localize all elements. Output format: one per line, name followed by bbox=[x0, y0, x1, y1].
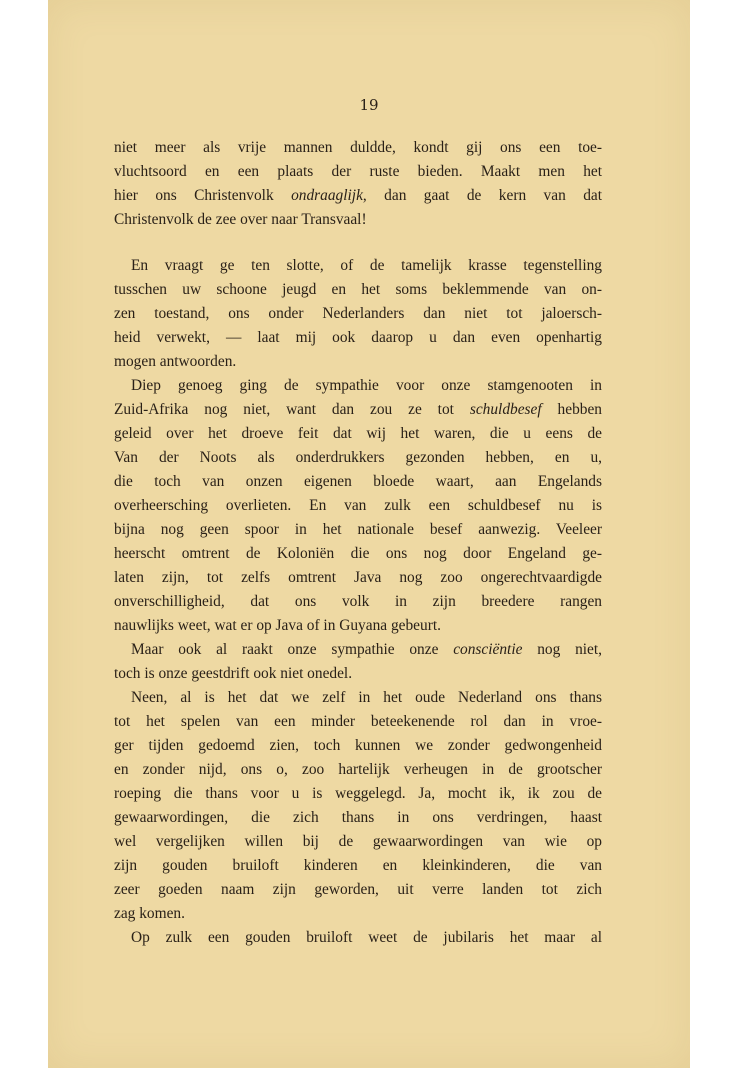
text-line: Christenvolk de zee over naar Transvaal! bbox=[114, 211, 367, 228]
paragraph bbox=[114, 638, 602, 686]
text-line: zen toestand, ons onder Nederlanders dan niet tot jaloersch- bbox=[114, 305, 602, 322]
text-line: en zonder nijd, ons o, zoo hartelijk verheugen in de grootscher bbox=[114, 761, 602, 778]
text-segment: nog niet, bbox=[522, 641, 602, 658]
text-line: Op zulk een gouden bruiloft weet de jubilaris het maar al bbox=[131, 929, 602, 946]
paragraph bbox=[114, 686, 602, 926]
paragraph bbox=[114, 374, 602, 638]
text-line: zeer goeden naam zijn geworden, uit verre landen tot zich bbox=[114, 881, 602, 898]
text-line: gewaarwordingen, die zich thans in ons verdringen, haast bbox=[114, 809, 602, 826]
text-line: bijna nog geen spoor in het nationale besef aanwezig. Veeleer bbox=[114, 521, 602, 538]
text-line: onverschilligheid, dat ons volk in zijn breedere rangen bbox=[114, 593, 602, 610]
text-line: vluchtsoord en een plaats der ruste bieden. Maakt men het bbox=[114, 163, 602, 180]
text-line: die toch van onzen eigenen bloede waart, aan Engelands bbox=[114, 473, 602, 490]
italic-emphasis: consciëntie bbox=[453, 641, 523, 658]
paragraph bbox=[114, 926, 602, 950]
text-line: Van der Noots als onderdrukkers gezonden hebben, en u, bbox=[114, 449, 602, 466]
paragraph bbox=[114, 254, 602, 374]
book-page bbox=[48, 0, 690, 1068]
text-line: wel vergelijken willen bij de gewaarwordingen van wie op bbox=[114, 833, 602, 850]
italic-emphasis: schuldbesef bbox=[469, 401, 542, 418]
text-line: En vraagt ge ten slotte, of de tamelijk krasse tegenstelling bbox=[131, 257, 602, 274]
text-line: zag komen. bbox=[114, 905, 185, 922]
text-line: heerscht omtrent de Koloniën die ons nog door Engeland ge- bbox=[114, 545, 602, 562]
text-segment: hebben bbox=[541, 401, 602, 418]
text-line: toch is onze geestdrift ook niet onedel. bbox=[114, 665, 353, 682]
text-line bbox=[114, 184, 602, 208]
text-segment: Zuid-Afrika nog niet, want dan zou ze tot bbox=[114, 401, 470, 418]
text-line: tot het spelen van een minder beteekenende rol dan in vroe- bbox=[114, 713, 602, 730]
text-line: tusschen uw schoone jeugd en het soms beklemmende van on- bbox=[114, 281, 602, 298]
text-line: zijn gouden bruiloft kinderen en kleinkinderen, die van bbox=[114, 857, 602, 874]
text-line: nauwlijks weet, wat er op Java of in Guyana gebeurt. bbox=[114, 617, 441, 634]
text-line: roeping die thans voor u is weggelegd. Ja, mocht ik, ik zou de bbox=[114, 785, 602, 802]
text-line bbox=[114, 398, 602, 422]
text-line bbox=[114, 638, 602, 662]
body-text bbox=[114, 136, 602, 950]
italic-emphasis: ondraaglijk bbox=[291, 187, 363, 204]
paragraph bbox=[114, 136, 602, 232]
text-segment: , dan gaat de kern van dat bbox=[362, 187, 602, 204]
text-line: mogen antwoorden. bbox=[114, 353, 237, 370]
text-segment: Maar ook al raakt onze sympathie onze bbox=[131, 641, 454, 658]
text-line: heid verwekt, — laat mij ook daarop u dan even openhartig bbox=[114, 329, 602, 346]
text-line: Neen, al is het dat we zelf in het oude Nederland ons thans bbox=[131, 689, 602, 706]
text-line: ger tijden gedoemd zien, toch kunnen we zonder gedwongenheid bbox=[114, 737, 602, 754]
text-line: laten zijn, tot zelfs omtrent Java nog zoo ongerechtvaardigde bbox=[114, 569, 602, 586]
text-line: geleid over het droeve feit dat wij het waren, die u eens de bbox=[114, 425, 602, 442]
text-segment: hier ons Christenvolk bbox=[114, 187, 292, 204]
text-line: niet meer als vrije mannen duldde, kondt gij ons een toe- bbox=[114, 139, 602, 156]
section-gap bbox=[114, 232, 602, 254]
text-line: overheersching overlieten. En van zulk een schuldbesef nu is bbox=[114, 497, 602, 514]
page-number: 19 bbox=[359, 96, 379, 114]
text-line: Diep genoeg ging de sympathie voor onze stamgenooten in bbox=[131, 377, 602, 394]
